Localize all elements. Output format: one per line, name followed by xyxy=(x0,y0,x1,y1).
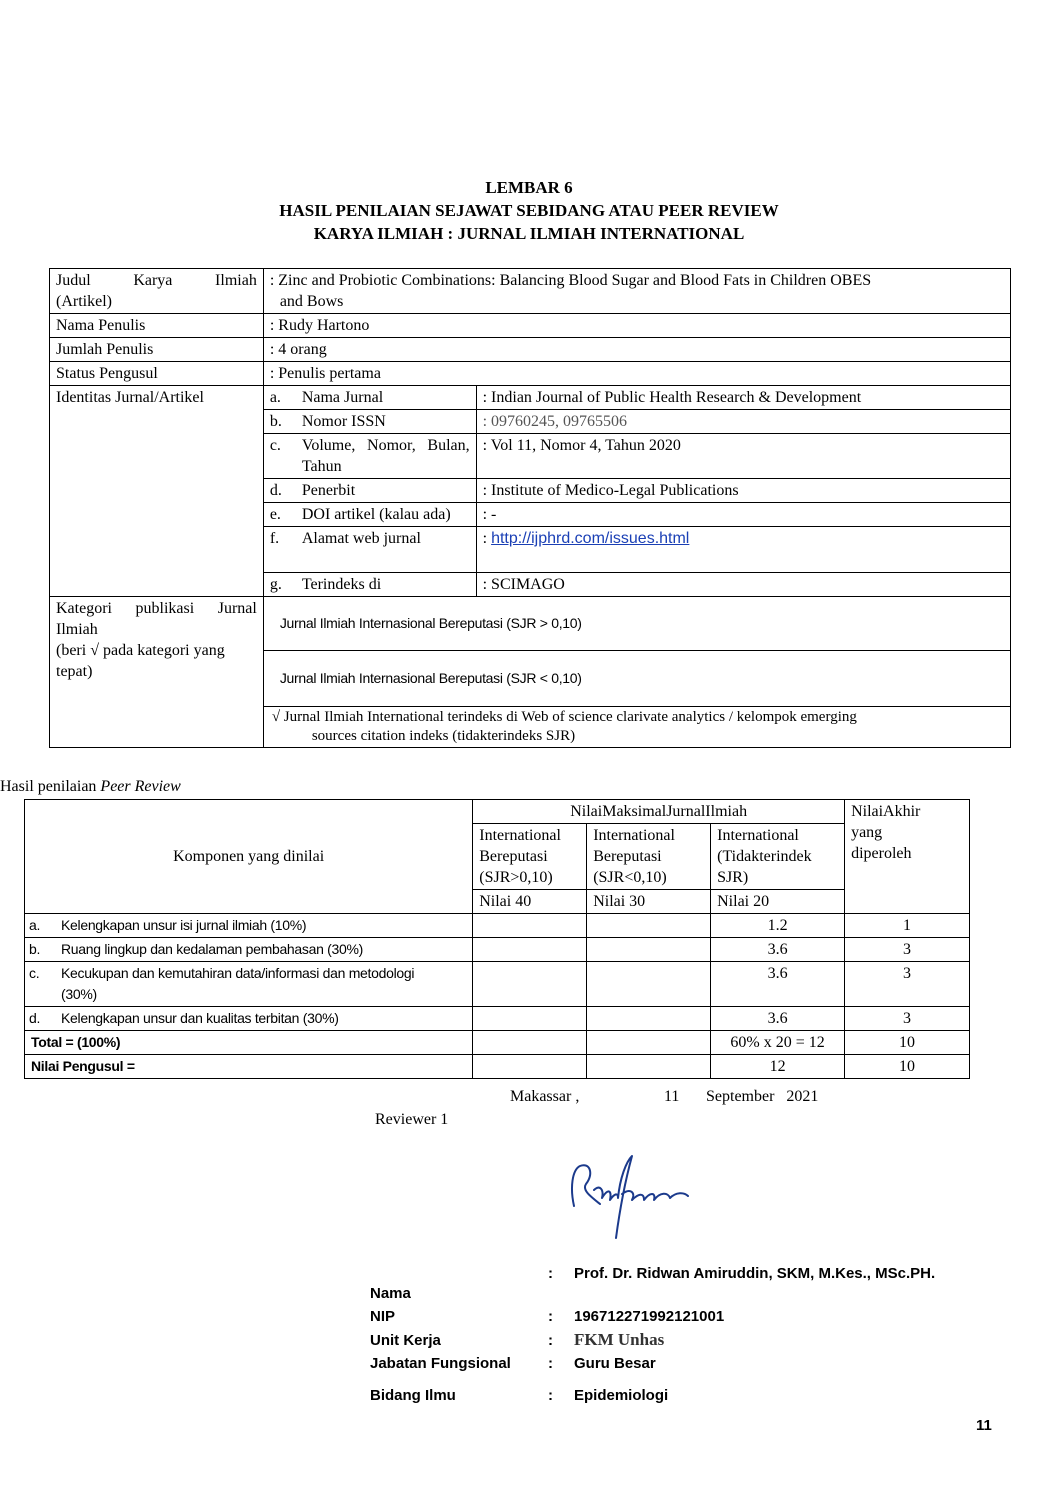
page-subtitle-2: KARYA ILMIAH : JURNAL ILMIAH INTERNATIONAL xyxy=(313,224,745,243)
review-intro-text: Hasil penilaian xyxy=(0,778,101,795)
judul-value-2: and Bows xyxy=(279,293,344,310)
score-cell xyxy=(587,1031,711,1055)
page-title: LEMBAR 6 xyxy=(485,178,573,197)
nilai-cell: Nilai 30 xyxy=(587,890,711,914)
table-row xyxy=(25,1031,970,1055)
judul-label-word: (Artikel) xyxy=(56,293,112,310)
score-cell xyxy=(473,914,587,938)
komponen-header: Komponen yang dinilai xyxy=(25,800,473,914)
jurnal-field-label xyxy=(263,573,476,597)
judul-label-word: Judul xyxy=(56,272,91,289)
review-intro-italic: Peer Review xyxy=(100,778,181,795)
jabatan-value: Guru Besar xyxy=(574,1355,656,1372)
jumlah-value: : 4 orang xyxy=(263,338,1010,362)
header-line: (Tidakterindek xyxy=(717,848,812,865)
total-label: Total = (100%) xyxy=(25,1031,473,1055)
nilai-akhir-header xyxy=(845,800,970,914)
row-letter: e. xyxy=(269,506,281,523)
col-header xyxy=(711,824,845,890)
komponen-cell xyxy=(25,914,473,938)
jabatan-label: Jabatan Fungsional xyxy=(370,1355,511,1372)
pengusul-akhir: 10 xyxy=(845,1055,970,1079)
akhir-cell: 3 xyxy=(845,962,970,1007)
row-letter: d. xyxy=(29,1010,41,1026)
field-label: Alamat web jurnal xyxy=(301,530,421,547)
table-row xyxy=(50,386,1011,410)
komponen-cell xyxy=(25,938,473,962)
jurnal-field-value: : Vol 11, Nomor 4, Tahun 2020 xyxy=(476,434,1010,479)
kategori-option-selected xyxy=(263,707,1010,748)
judul-label-word: Karya xyxy=(133,272,173,289)
score-cell: 3.6 xyxy=(711,1007,845,1031)
page-subtitle: HASIL PENILAIAN SEJAWAT SEBIDANG ATAU PEER REVIEW xyxy=(279,201,779,220)
status-value: : Penulis pertama xyxy=(263,362,1010,386)
total-akhir: 10 xyxy=(845,1031,970,1055)
field-label: DOI artikel (kalau ada) xyxy=(301,506,451,523)
header-line: International xyxy=(479,827,561,844)
col-header xyxy=(473,824,587,890)
table-row xyxy=(50,314,1011,338)
komponen-label: (30%) xyxy=(61,986,97,1002)
nilai-cell: Nilai 40 xyxy=(473,890,587,914)
judul-label-cell xyxy=(50,269,264,314)
komponen-label: Kelengkapan unsur isi jurnal ilmiah (10%) xyxy=(61,917,307,933)
score-cell xyxy=(473,962,587,1007)
colon: : xyxy=(548,1355,553,1372)
status-label: Status Pengusul xyxy=(50,362,264,386)
table-row xyxy=(25,914,970,938)
penulis-value: : Rudy Hartono xyxy=(263,314,1010,338)
row-letter: d. xyxy=(269,482,282,499)
colon: : xyxy=(548,1265,553,1282)
table-row xyxy=(50,338,1011,362)
header-line: (SJR>0,10) xyxy=(479,869,553,886)
kategori-label xyxy=(50,597,264,748)
jurnal-field-label xyxy=(263,410,476,434)
bidang-label: Bidang Ilmu xyxy=(370,1387,456,1404)
row-letter: c. xyxy=(269,437,281,454)
penulis-label: Nama Penulis xyxy=(50,314,264,338)
field-label: Terindeks di xyxy=(301,576,382,593)
unit-value: FKM Unhas xyxy=(574,1330,665,1349)
row-letter: g. xyxy=(269,576,282,593)
review-intro xyxy=(0,778,181,796)
nip-label: NIP xyxy=(370,1308,396,1325)
date-month-year: September 2021 xyxy=(706,1088,819,1105)
kategori-label-line: Kategori publikasi Jurnal Ilmiah xyxy=(56,600,257,638)
table-row xyxy=(25,1007,970,1031)
jurnal-field-value: : Indian Journal of Public Health Research & Development xyxy=(476,386,1010,410)
header-line: SJR) xyxy=(717,869,749,886)
bidang-value: Epidemiologi xyxy=(574,1387,669,1404)
colon: : xyxy=(548,1332,553,1349)
jurnal-field-value: : SCIMAGO xyxy=(476,573,1010,597)
kategori-option-text: sources citation indeks (tidakterindeks SJR) xyxy=(311,728,576,744)
row-letter: c. xyxy=(29,965,40,981)
jurnal-field-value xyxy=(476,527,1010,573)
col-header xyxy=(587,824,711,890)
nama-value: Prof. Dr. Ridwan Amiruddin, SKM, M.Kes., MSc.PH. xyxy=(574,1265,936,1282)
score-cell xyxy=(473,1007,587,1031)
kategori-option xyxy=(263,597,1010,651)
judul-value-cell xyxy=(263,269,1010,314)
page-number: 11 xyxy=(976,1417,992,1434)
jurnal-field-label xyxy=(263,386,476,410)
jurnal-field-label xyxy=(263,479,476,503)
row-letter: b. xyxy=(29,941,41,957)
date-day: 11 xyxy=(664,1088,680,1105)
journal-web-link[interactable]: http://ijphrd.com/issues.html xyxy=(491,530,690,547)
judul-value: : Zinc and Probiotic Combinations: Balancing Blood Sugar and Blood Fats in Children OBES xyxy=(269,272,872,289)
total-score: 60% x 20 = 12 xyxy=(711,1031,845,1055)
score-cell xyxy=(473,1055,587,1079)
jumlah-label: Jumlah Penulis xyxy=(50,338,264,362)
komponen-label: Kecukupan dan kemutahiran data/informasi dan metodologi xyxy=(61,965,415,981)
row-letter: f. xyxy=(269,530,280,547)
akhir-cell: 1 xyxy=(845,914,970,938)
field-label: Penerbit xyxy=(301,482,356,499)
header-line: Bereputasi xyxy=(593,848,662,865)
row-letter: a. xyxy=(269,389,281,406)
score-cell xyxy=(587,1007,711,1031)
header-line: International xyxy=(593,827,675,844)
nilai-cell: Nilai 20 xyxy=(711,890,845,914)
place: Makassar , xyxy=(510,1088,580,1105)
score-cell xyxy=(473,1031,587,1055)
colon: : xyxy=(548,1387,553,1404)
pengusul-label: Nilai Pengusul = xyxy=(25,1055,473,1079)
score-cell: 1.2 xyxy=(711,914,845,938)
header-line: International xyxy=(717,827,799,844)
akhir-cell: 3 xyxy=(845,1007,970,1031)
komponen-label: Ruang lingkup dan kedalaman pembahasan (30%) xyxy=(61,941,364,957)
table-row xyxy=(25,962,970,1007)
field-label: Nomor ISSN xyxy=(301,413,386,430)
score-cell: 3.6 xyxy=(711,962,845,1007)
kategori-option-text: Jurnal Ilmiah Internasional Bereputasi (SJR > 0,10) xyxy=(279,615,582,631)
unit-label: Unit Kerja xyxy=(370,1332,441,1349)
score-cell xyxy=(587,938,711,962)
header-line: (SJR<0,10) xyxy=(593,869,667,886)
table-row xyxy=(50,269,1011,314)
table-row xyxy=(50,597,1011,651)
score-cell xyxy=(587,1055,711,1079)
kategori-label-line: (beri √ pada kategori yang tepat) xyxy=(56,642,225,680)
nilai-max-header: NilaiMaksimalJurnalIlmiah xyxy=(473,800,845,824)
header-line: diperoleh xyxy=(851,845,912,862)
nama-label: Nama xyxy=(370,1285,411,1302)
score-cell xyxy=(473,938,587,962)
field-label: Nama Jurnal xyxy=(301,389,384,406)
kategori-option-text: Jurnal Ilmiah Internasional Bereputasi (SJR < 0,10) xyxy=(279,670,582,686)
value-prefix: : xyxy=(482,530,492,547)
table-row xyxy=(25,800,970,824)
kategori-option xyxy=(263,651,1010,707)
kategori-option-text: √ Jurnal Ilmiah International terindeks di Web of science clarivate analytics / kelompok emerging xyxy=(271,709,857,725)
jurnal-field-label xyxy=(263,503,476,527)
colon: : xyxy=(548,1308,553,1325)
field-label: Volume, Nomor, Bulan, Tahun xyxy=(301,437,470,475)
identitas-label: Identitas Jurnal/Artikel xyxy=(50,386,264,597)
komponen-cell xyxy=(25,962,473,1007)
identity-table xyxy=(49,268,1011,748)
header-line: yang xyxy=(851,824,883,841)
nip-value: 196712271992121001 xyxy=(574,1308,725,1325)
header-line: Bereputasi xyxy=(479,848,548,865)
pengusul-score: 12 xyxy=(711,1055,845,1079)
score-cell xyxy=(587,914,711,938)
header-line: NilaiAkhir xyxy=(851,803,921,820)
judul-label-word: Ilmiah xyxy=(215,272,257,289)
score-cell: 3.6 xyxy=(711,938,845,962)
review-table xyxy=(24,799,970,1079)
row-letter: a. xyxy=(29,917,41,933)
jurnal-field-value: : - xyxy=(476,503,1010,527)
jurnal-field-value: : 09760245, 09765506 xyxy=(476,410,1010,434)
reviewer-label: Reviewer 1 xyxy=(375,1111,449,1128)
jurnal-field-label xyxy=(263,434,476,479)
table-row xyxy=(25,1055,970,1079)
signature-image xyxy=(560,1148,700,1248)
jurnal-field-value: : Institute of Medico-Legal Publications xyxy=(476,479,1010,503)
table-row xyxy=(50,362,1011,386)
jurnal-field-label xyxy=(263,527,476,573)
komponen-cell xyxy=(25,1007,473,1031)
akhir-cell: 3 xyxy=(845,938,970,962)
score-cell xyxy=(587,962,711,1007)
komponen-label: Kelengkapan unsur dan kualitas terbitan (30%) xyxy=(61,1010,339,1026)
table-row xyxy=(25,938,970,962)
row-letter: b. xyxy=(269,413,282,430)
